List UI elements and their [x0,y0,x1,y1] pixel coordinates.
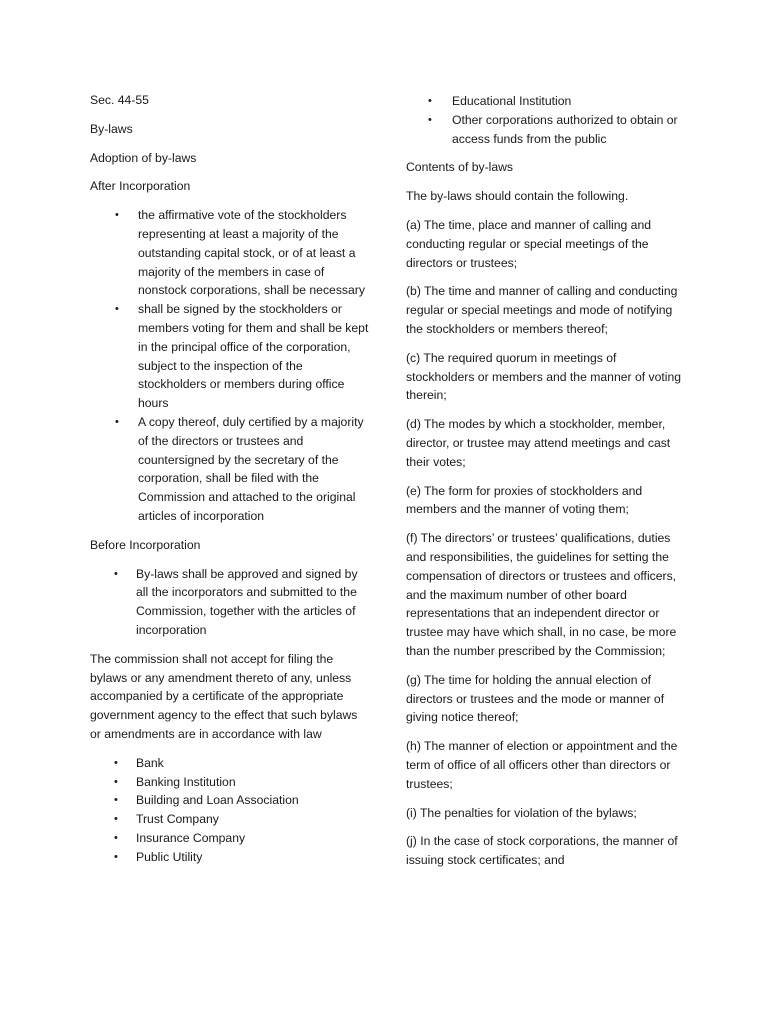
list-item-text: By-laws shall be approved and signed by all the incorporators and submitted to the Commission, together with the articles of incorporation [136,566,358,637]
contents-heading: Contents of by-laws [406,160,514,175]
bullet-icon: • [114,775,118,788]
bullet-icon: • [114,831,118,844]
after-incorporation-heading: After Incorporation [90,179,191,194]
list-item [406,111,688,149]
bullet-icon: • [428,95,432,107]
section-reference: Sec. 44-55 [90,93,149,107]
list-item-text: Bank [136,755,164,770]
bullet-icon: • [115,303,119,316]
before-incorporation-list [90,565,370,640]
list-item [90,773,370,792]
page-title: By-laws [90,121,133,136]
list-item [406,92,688,111]
contents-item: (g) The time for holding the annual election of directors or trustees and the mode or manner of giving notice thereof; [406,672,665,725]
bullet-icon: • [114,850,118,863]
list-item-text: Banking Institution [136,774,236,789]
contents-item: (j) In the case of stock corporations, the manner of issuing stock certificates; and [406,834,678,868]
right-column [406,91,688,880]
contents-item: (a) The time, place and manner of calling and conducting regular or special meetings of the directors or trustees; [406,217,652,270]
list-item-text: Trust Company [136,812,219,827]
list-item [90,848,370,867]
list-item [90,754,370,773]
contents-intro: The by-laws should contain the following. [406,189,629,204]
before-incorporation-heading: Before Incorporation [90,537,201,552]
list-item-text: Public Utility [136,849,203,864]
list-item [90,413,370,526]
contents-item: (h) The manner of election or appointment and the term of office of all officers other than directors or trustees; [406,739,678,791]
contents-item: (e) The form for proxies of stockholders and members and the manner of voting them; [406,483,643,517]
list-item-text: Building and Loan Association [136,793,299,808]
bullet-icon: • [114,567,118,580]
contents-item: (b) The time and manner of calling and conducting regular or special meetings and mode of notifying the stockholders or members thereof; [406,284,678,336]
list-item [90,810,370,829]
list-item [90,791,370,810]
left-column [90,91,370,876]
bullet-icon: • [114,813,118,826]
entity-list-continued [406,92,688,148]
bullet-icon: • [428,113,432,126]
list-item [90,206,370,300]
contents-item: (d) The modes by which a stockholder, member, director, or trustee may attend meetings and cast their votes; [406,417,671,469]
bullet-icon: • [114,794,118,807]
list-item [90,829,370,848]
adoption-heading: Adoption of by-laws [90,150,197,165]
list-item-text: Other corporations authorized to obtain or access funds from the public [452,112,678,146]
list-item-text: the affirmative vote of the stockholders representing at least a majority of the outstanding capital stock, or of at least a majority of the members in case of nonstock corporations, shall be necessary [138,208,365,298]
entity-list [90,754,370,867]
list-item-text: Educational Institution [452,94,572,108]
bullet-icon: • [115,209,119,222]
contents-item: (i) The penalties for violation of the bylaws; [406,805,637,820]
after-incorporation-list [90,206,370,526]
list-item [90,565,370,640]
list-item-text: A copy thereof, duly certified by a majority of the directors or trustees and countersigned by the secretary of the corporation, shall be filed with the Commission and attached to the original articles of incorporation [138,414,364,523]
bullet-icon: • [114,756,118,769]
list-item [90,300,370,413]
contents-item: (c) The required quorum in meetings of stockholders or members and the manner of voting therein; [406,350,682,403]
contents-item: (f) The directors’ or trustees’ qualifications, duties and responsibilities, the guidelines for setting the compensation of directors or trustees and officers, and the maximum number of other board representations that an independent director or trustee may have which shall, in no case, be more than the number prescribed by the Commission; [406,531,677,658]
list-item-text: shall be signed by the stockholders or members voting for them and shall be kept in the principal office of the corporation, subject to the inspection of the stockholders or members during office hours [138,302,369,411]
commission-paragraph: The commission shall not accept for filing the bylaws or any amendment thereto of any, unless accompanied by a certificate of the appropriate government agency to the effect that such bylaws or amendments are in accordance with law [90,651,358,741]
bullet-icon: • [115,415,119,428]
list-item-text: Insurance Company [136,830,246,845]
